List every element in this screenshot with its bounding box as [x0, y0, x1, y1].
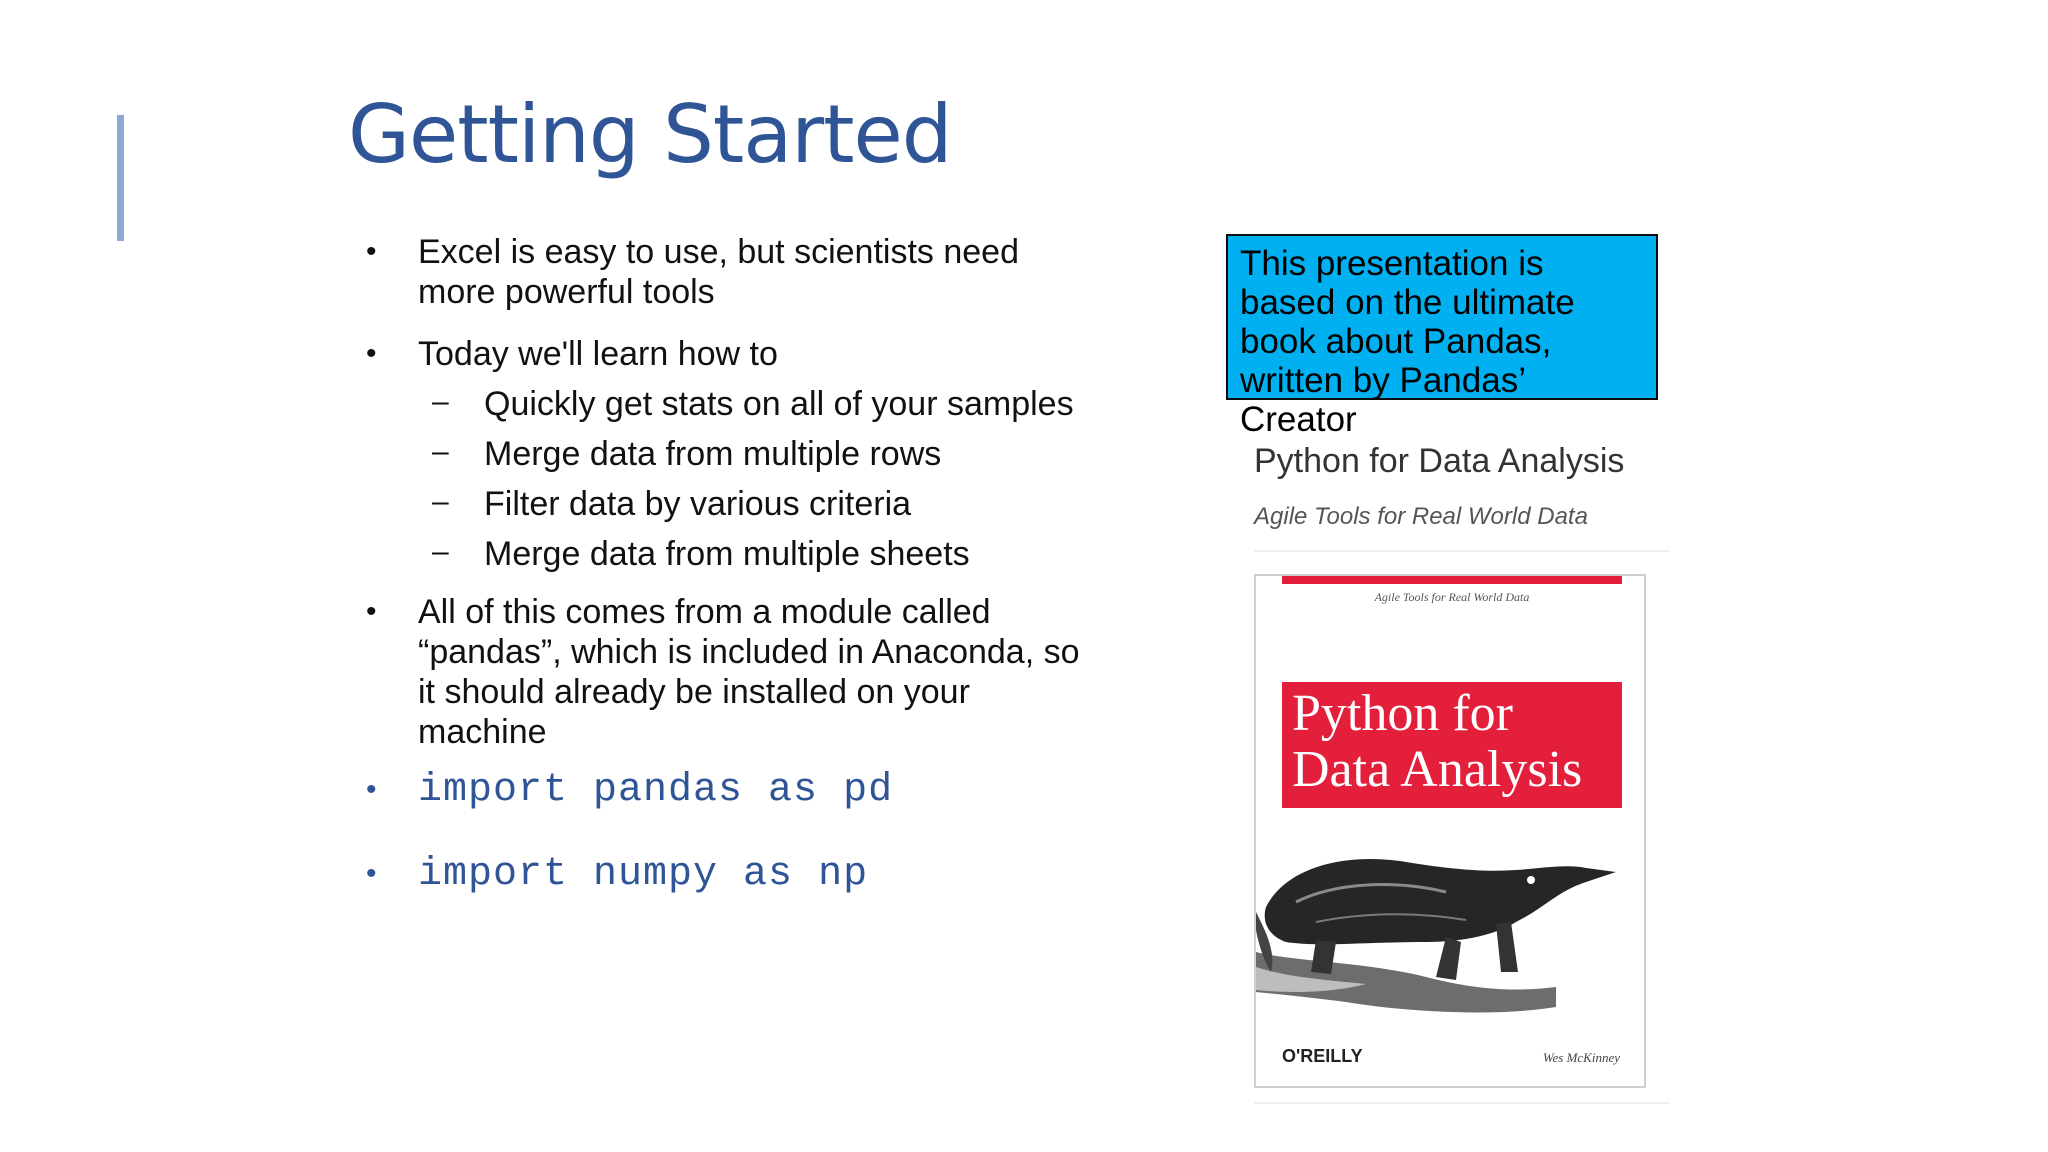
bullet-pandas [360, 592, 1080, 752]
sub-bullet [360, 384, 1080, 424]
bullet-today [360, 334, 1080, 374]
dash-icon: – [432, 435, 449, 468]
dash-icon: – [432, 535, 449, 568]
bullet-dot-icon: • [366, 235, 377, 268]
sub-bullet-text: Merge data from multiple rows [484, 435, 942, 473]
bullet-text: Today we'll learn how to [418, 335, 778, 373]
code-import-pandas: import pandas as pd [418, 768, 894, 813]
sub-bullet-list [360, 384, 1080, 574]
cover-title: Python for Data Analysis [1282, 682, 1622, 808]
callout-box: This presentation is based on the ultimate book about Pandas, written by Pandas’ Creator [1226, 234, 1658, 400]
sub-bullet-text: Quickly get stats on all of your samples [484, 385, 1074, 423]
divider [1254, 1102, 1669, 1104]
sub-bullet [360, 484, 1080, 524]
bullet-code-numpy [360, 850, 1080, 900]
sub-bullet [360, 534, 1080, 574]
sub-bullet [360, 434, 1080, 474]
cover-publisher: O'REILLY [1282, 1046, 1363, 1066]
bullet-dot-icon: • [366, 337, 377, 370]
code-import-numpy: import numpy as np [418, 852, 869, 897]
bullet-text: Excel is easy to use, but scientists need more powerful tools [418, 233, 1019, 311]
book-subtitle: Agile Tools for Real World Data [1254, 503, 1588, 530]
bullet-code-pandas [360, 766, 1080, 816]
cover-top-stripe [1282, 576, 1622, 584]
sub-bullet-text: Filter data by various criteria [484, 485, 912, 523]
bullet-excel [360, 232, 1080, 312]
bullet-dot-icon: • [366, 857, 377, 890]
book-title: Python for Data Analysis [1254, 442, 1625, 480]
accent-bar [117, 115, 124, 241]
divider [1254, 550, 1669, 552]
slide-title: Getting Started [348, 88, 952, 181]
dash-icon: – [432, 485, 449, 518]
cover-tagline: Agile Tools for Real World Data [1374, 590, 1530, 604]
dash-icon: – [432, 385, 449, 418]
bullet-dot-icon: • [366, 773, 377, 806]
sub-bullet-text: Merge data from multiple sheets [484, 535, 970, 573]
bullet-text: All of this comes from a module called “pandas”, which is included in Anaconda, so it should already be installed on your machine [418, 593, 1080, 751]
bullet-dot-icon: • [366, 595, 377, 628]
book-cover [1254, 574, 1646, 1088]
bullet-list [360, 232, 1080, 900]
cover-author: Wes McKinney [1542, 1050, 1620, 1065]
shrew-illustration-icon [1256, 812, 1648, 1022]
